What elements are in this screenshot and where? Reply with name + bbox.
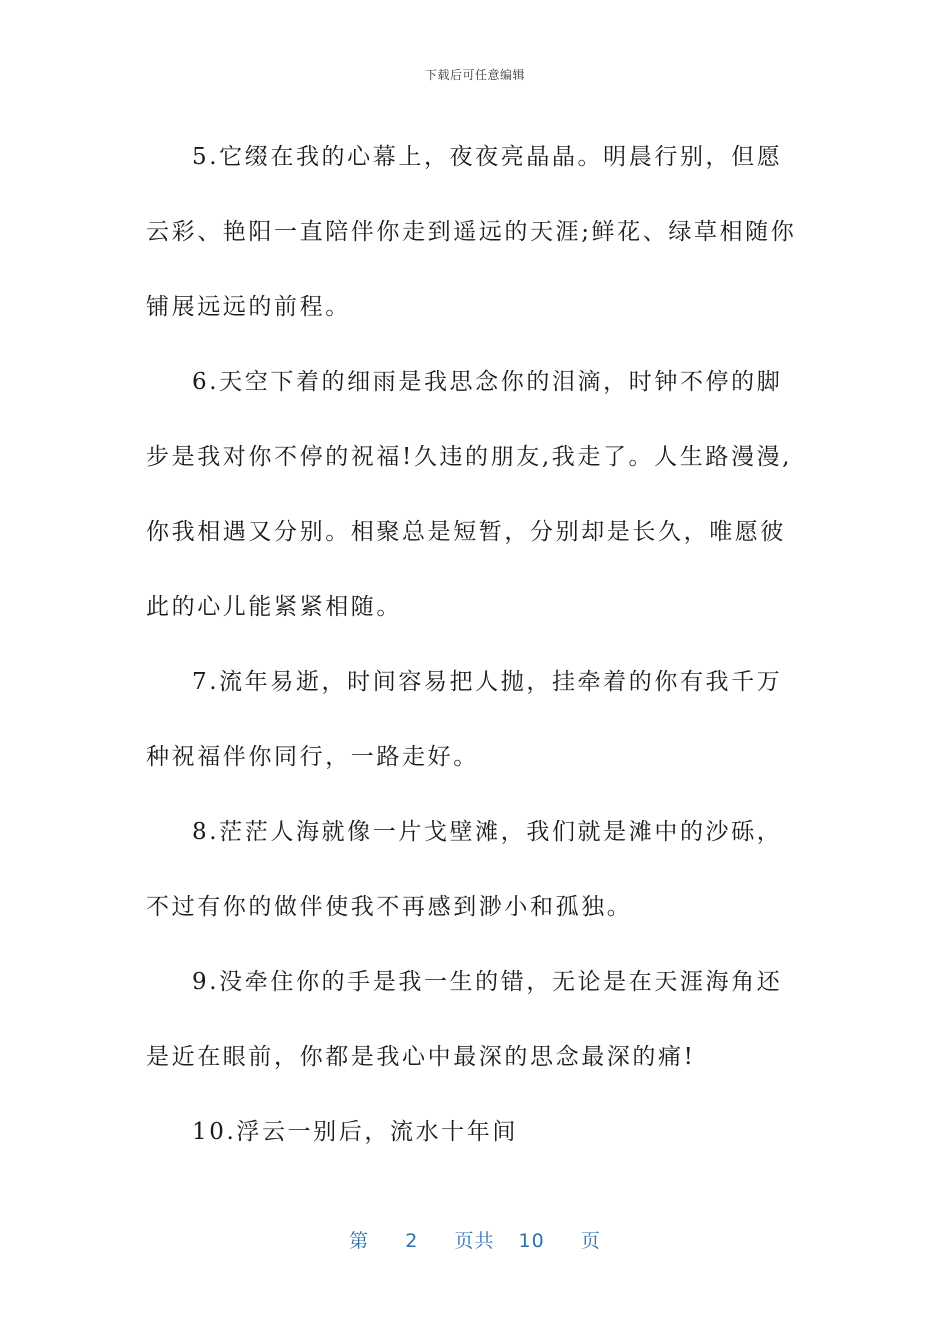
footer-prefix: 第 <box>349 1230 370 1252</box>
footer-current-page: 2 <box>405 1230 419 1252</box>
document-body <box>146 120 806 1170</box>
paragraph-6: 6.天空下着的细雨是我思念你的泪滴，时钟不停的脚步是我对你不停的祝福!久违的朋友,我走了。人生路漫漫,你我相遇又分别。相聚总是短暂，分别却是长久，唯愿彼此的心儿能紧紧相随。 <box>146 369 793 620</box>
footer-suffix: 页 <box>580 1230 601 1252</box>
paragraph-10: 10.浮云一别后，流水十年间 <box>192 1119 518 1145</box>
footer-middle: 页共 <box>454 1230 495 1252</box>
paragraph-7: 7.流年易逝，时间容易把人抛，挂牵着的你有我千万种祝福伴你同行，一路走好。 <box>146 669 783 770</box>
header-note: 下载后可任意编辑 <box>424 68 525 82</box>
footer-total-pages: 10 <box>518 1230 545 1252</box>
paragraph-8: 8.茫茫人海就像一片戈壁滩，我们就是滩中的沙砾，不过有你的做伴使我不再感到渺小和孤独。 <box>146 819 783 920</box>
page-footer <box>0 1226 950 1253</box>
paragraph-5: 5.它缀在我的心幕上，夜夜亮晶晶。明晨行别，但愿云彩、艳阳一直陪伴你走到遥远的天涯;鲜花、绿草相随你铺展远远的前程。 <box>146 144 797 320</box>
paragraph-9: 9.没牵住你的手是我一生的错，无论是在天涯海角还是近在眼前，你都是我心中最深的思念最深的痛! <box>146 969 783 1070</box>
